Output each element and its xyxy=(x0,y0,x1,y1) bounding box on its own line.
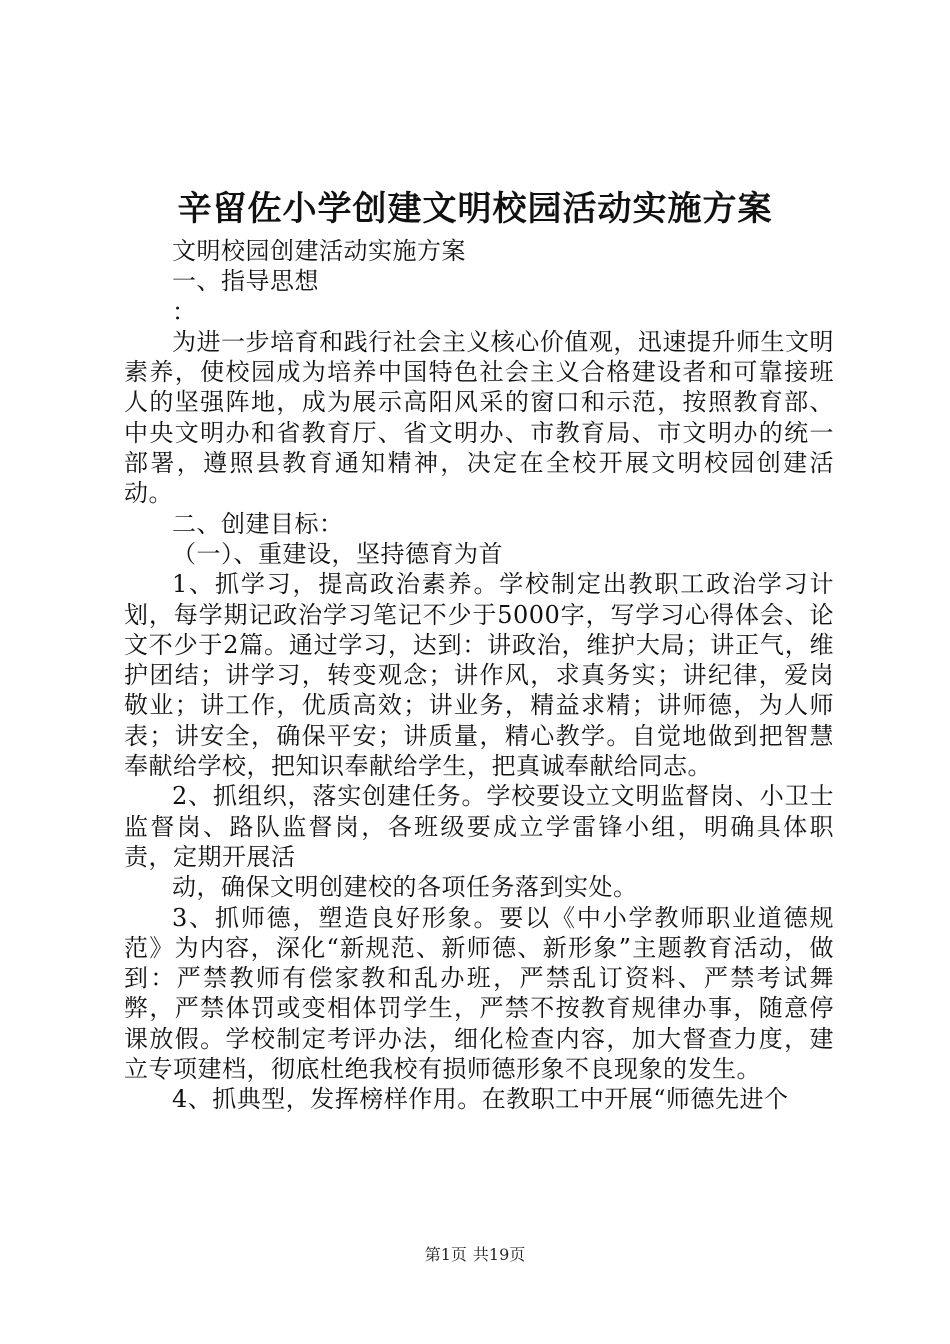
page-footer xyxy=(0,1243,950,1267)
document-body xyxy=(124,236,834,1115)
intro-paragraph: 为进一步培育和践行社会主义核心价值观，迅速提升师生文明素养，使校园成为培养中国特色社会主义合格建设者和可靠接班人的坚强阵地，成为展示高阳风采的窗口和示范，按照教育部、中央文明办和省教育厅、省文明办、市教育局、市文明办的统一部署，遵照县教育通知精神，决定在全校开展文明校园创建活动。 xyxy=(124,327,834,508)
section-heading-goals: 二、创建目标： xyxy=(172,509,344,538)
page-number: 第1页 xyxy=(424,1245,467,1264)
item-2-continuation: 动，确保文明创建校的各项任务落到实处。 xyxy=(172,873,638,902)
page-total: 共19页 xyxy=(472,1245,526,1264)
subtitle-paragraph: 文明校园创建活动实施方案 xyxy=(172,237,466,265)
item-1-paragraph: 1、抓学习，提高政治素养。学校制定出教职工政治学习计划，每学期记政治学习笔记不少于5000字，写学习心得体会、论文不少于2篇。通过学习，达到：讲政治，维护大局；讲正气，维护团结；讲学习，转变观念；讲作风，求真务实；讲纪律，爱岗敬业；讲工作，优质高效；讲业务，精益求精；讲师德，为人师表；讲安全，确保平安；讲质量，精心教学。自觉地做到把智慧奉献给学校，把知识奉献给学生，把真诚奉献给同志。 xyxy=(124,570,834,781)
section-heading-guiding-thought: 一、指导思想 xyxy=(172,267,319,296)
item-3-paragraph: 3、抓师德，塑造良好形象。要以《中小学教师职业道德规范》为内容，深化“新规范、新师德、新形象”主题教育活动，做到：严禁教师有偿家教和乱办班，严禁乱订资料、严禁考试舞弊，严禁体罚或变相体罚学生，严禁不按教育规律办事，随意停课放假。学校制定考评办法，细化检查内容，加大督查力度，建立专项建档，彻底杜绝我校有损师德形象不良现象的发生。 xyxy=(124,903,834,1084)
item-4-paragraph: 4、抓典型，发挥榜样作用。在教职工中开展“师德先进个 xyxy=(172,1085,789,1114)
subsection-heading-moral-education: （一）、重建设，坚持德育为首 xyxy=(172,539,503,568)
item-2-paragraph: 2、抓组织，落实创建任务。学校要设立文明监督岗、小卫士监督岗、路队监督岗，各班级要成立学雷锋小组，明确具体职责，定期开展活 xyxy=(124,782,834,871)
document-title: 辛留佐小学创建文明校园活动实施方案 xyxy=(177,189,773,229)
colon-line: ： xyxy=(172,297,197,326)
